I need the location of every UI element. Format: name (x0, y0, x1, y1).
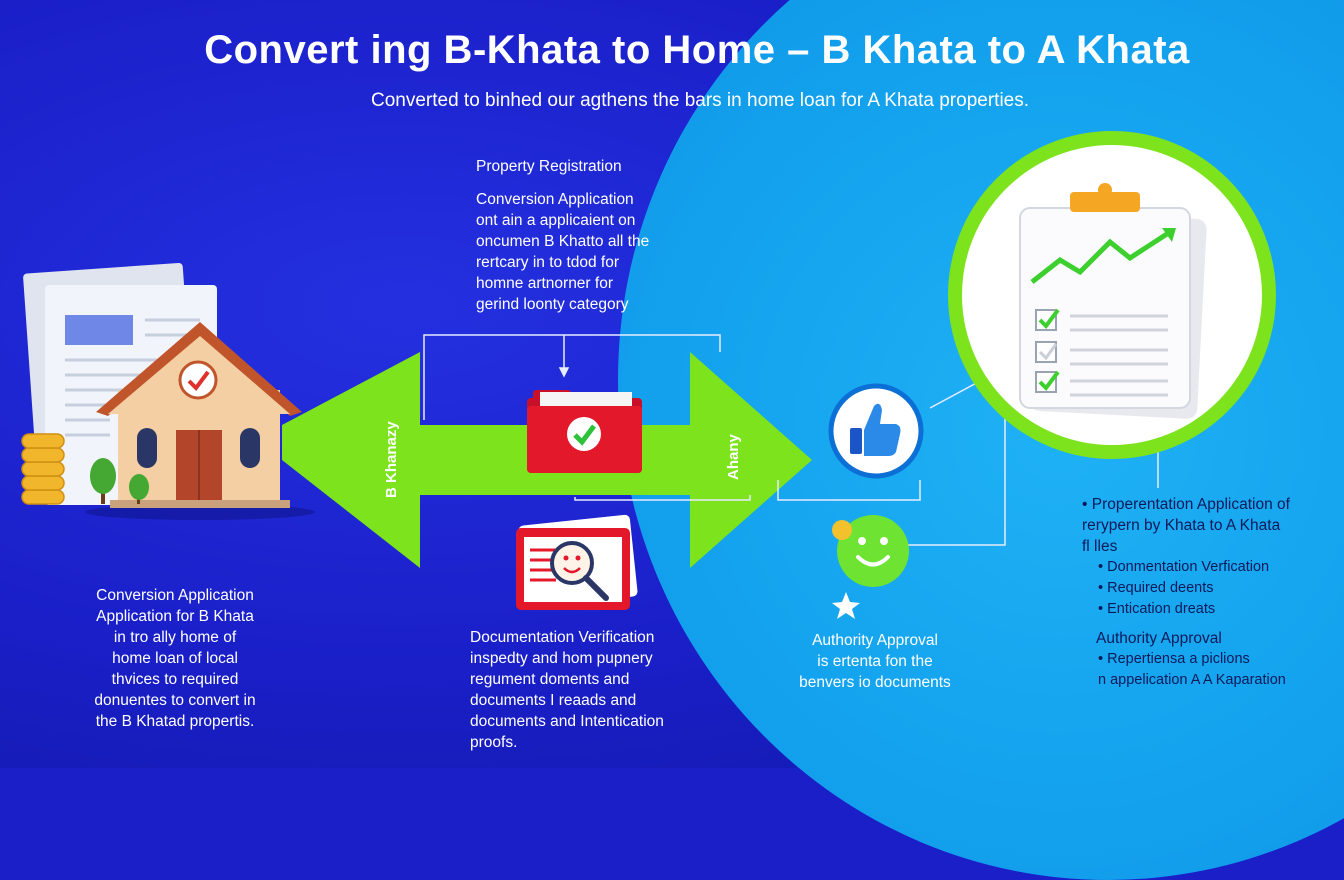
arrow-label-right: Ahany (725, 434, 742, 480)
property-registration-heading: Property Registration (476, 158, 622, 175)
smiley-icon (832, 515, 909, 619)
left-block-line: Conversion Application (96, 587, 254, 604)
center-top-line: rertcary in to tdod for (476, 254, 620, 271)
right-block (1082, 494, 1290, 691)
left-block-line: in tro ally home of (113, 629, 237, 646)
right-bullet: • Donmentation Verfication (1098, 559, 1270, 575)
doc-verification-line: Documentation Verification (470, 629, 655, 646)
coin-stack-icon (22, 434, 64, 504)
right-heading-line: rerypern by Khata to A Khata (1082, 517, 1281, 534)
clipboard-chart-icon (955, 138, 1269, 452)
page-title: Convert ing B-Khata to Home – B Khata to A Khata (204, 28, 1190, 72)
authority-approval-line: benvers io documents (799, 674, 951, 691)
thumbs-up-icon (831, 386, 921, 476)
right-approval-heading: Authority Approval (1096, 630, 1222, 647)
page-subtitle: Converted to binhed our agthens the bars in home loan for A Khata properties. (370, 90, 1030, 111)
doc-verification-line: documents I reaads and (470, 692, 637, 709)
left-block-line: thvices to required (111, 671, 239, 688)
right-heading-line: fl lles (1082, 538, 1118, 555)
left-block (60, 585, 290, 732)
right-bullet: • Required deents (1098, 580, 1214, 596)
left-block-line: donuentes to convert in (94, 692, 256, 709)
arrow-label-left: B Khanazy (383, 421, 400, 498)
magnifier-document-icon (516, 514, 638, 610)
doc-verification-line: regument doments and (470, 671, 630, 688)
left-block-line: the B Khatad propertis. (95, 713, 255, 730)
left-block-line: Application for B Khata (96, 608, 254, 625)
authority-approval-line: Authority Approval (812, 632, 938, 649)
doc-verification-block (470, 627, 664, 753)
doc-verification-line: documents and Intentication (470, 713, 664, 730)
center-top-line: ont ain a applicaient on (476, 212, 636, 229)
doc-verification-line: inspedty and hom pupnery (470, 650, 653, 667)
right-bullet: • Repertiensa a piclions (1098, 651, 1250, 667)
authority-approval-block (790, 630, 960, 693)
right-bullet: n appelication A A Kaparation (1098, 672, 1286, 688)
folder-check-icon (527, 390, 642, 473)
center-top-line: oncumen B Khatto all the (476, 233, 650, 250)
left-block-line: home loan of local (112, 650, 238, 667)
center-top-line: Conversion Application (476, 191, 634, 208)
center-top-line: homne artnorner for (476, 275, 613, 292)
right-heading-line: • Properentation Application of (1082, 496, 1290, 513)
doc-verification-line: proofs. (470, 734, 518, 751)
authority-approval-line: is ertenta fon the (817, 653, 933, 670)
center-top-line: gerind loonty category (476, 296, 629, 313)
right-bullet: • Entication dreats (1098, 601, 1216, 617)
center-top-block (476, 156, 649, 315)
